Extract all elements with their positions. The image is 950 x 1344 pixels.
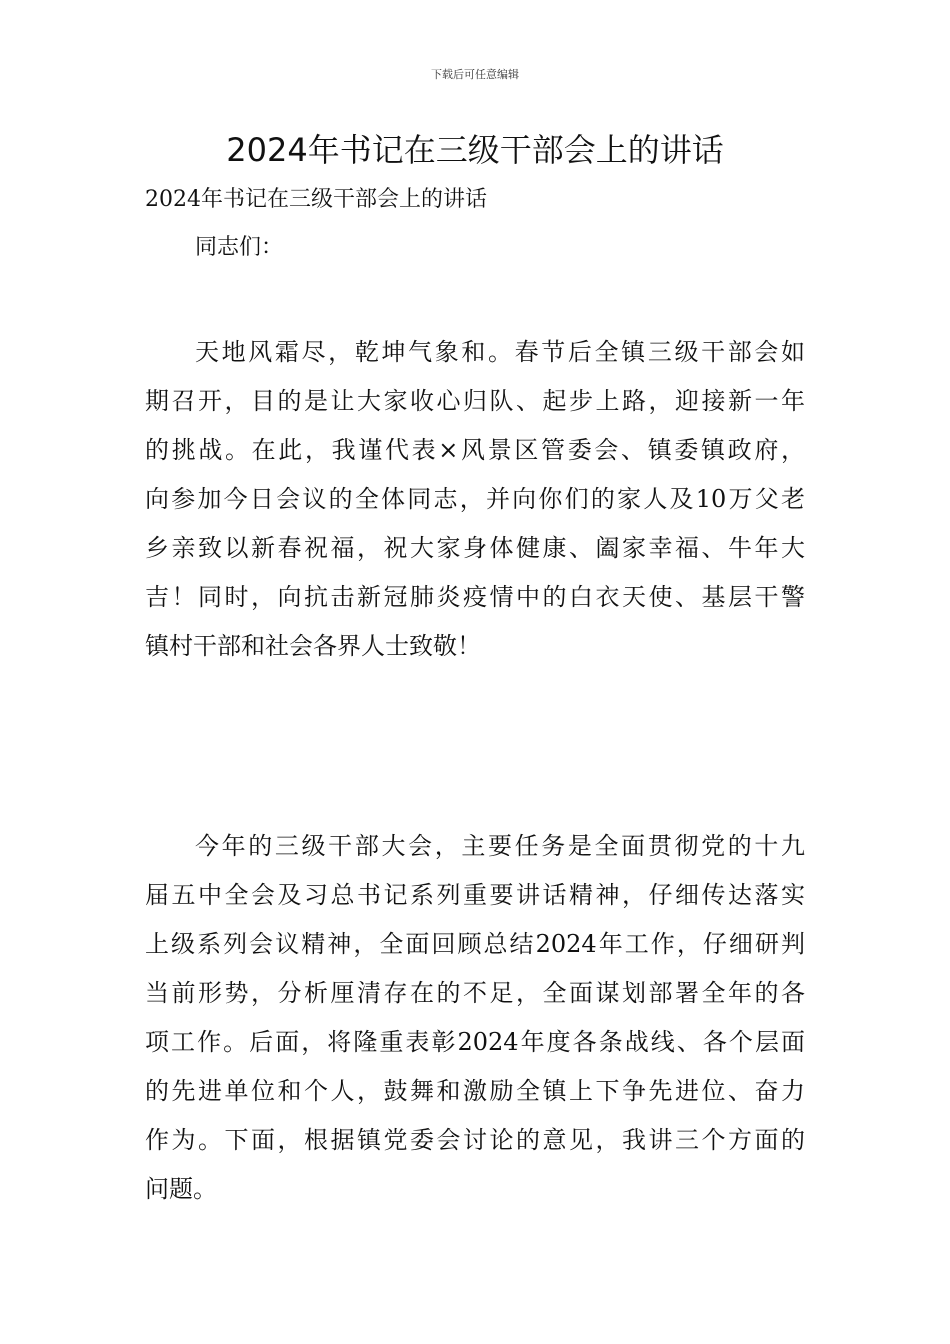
paragraph-line: 届五中全会及习总书记系列重要讲话精神，仔细传达落实 [145, 881, 805, 909]
document-title: 2024年书记在三级干部会上的讲话 [226, 131, 724, 169]
paragraph-line: 镇村干部和社会各界人士致敬！ [145, 632, 481, 660]
paragraph-line: 乡亲致以新春祝福，祝大家身体健康、阖家幸福、牛年大 [145, 534, 805, 562]
paragraph-line: 项工作。后面，将隆重表彰2024年度各条战线、各个层面 [145, 1028, 805, 1056]
paragraph-line: 的先进单位和个人，鼓舞和激励全镇上下争先进位、奋力 [145, 1077, 805, 1105]
paragraph-2 [145, 822, 805, 1214]
paragraph-line: 上级系列会议精神，全面回顾总结2024年工作，仔细研判 [145, 930, 805, 958]
paragraph-line: 问题。 [145, 1175, 217, 1203]
document-subtitle: 2024年书记在三级干部会上的讲话 [145, 187, 487, 212]
paragraph-line: 期召开，目的是让大家收心归队、起步上路，迎接新一年 [145, 387, 805, 415]
paragraph-line: 今年的三级干部大会，主要任务是全面贯彻党的十九 [195, 832, 805, 860]
paragraph-line: 作为。下面，根据镇党委会讨论的意见，我讲三个方面的 [145, 1126, 805, 1154]
page-header-note: 下载后可任意编辑 [431, 68, 519, 81]
paragraph-line: 的挑战。在此，我谨代表×风景区管委会、镇委镇政府， [145, 436, 805, 464]
salutation: 同志们： [195, 235, 284, 260]
paragraph-line: 吉！同时，向抗击新冠肺炎疫情中的白衣天使、基层干警 [145, 583, 805, 611]
paragraph-line: 当前形势，分析厘清存在的不足，全面谋划部署全年的各 [145, 979, 805, 1007]
paragraph-1 [145, 328, 805, 671]
paragraph-line: 天地风霜尽，乾坤气象和。春节后全镇三级干部会如 [195, 338, 805, 366]
paragraph-line: 向参加今日会议的全体同志，并向你们的家人及10万父老 [145, 485, 805, 513]
